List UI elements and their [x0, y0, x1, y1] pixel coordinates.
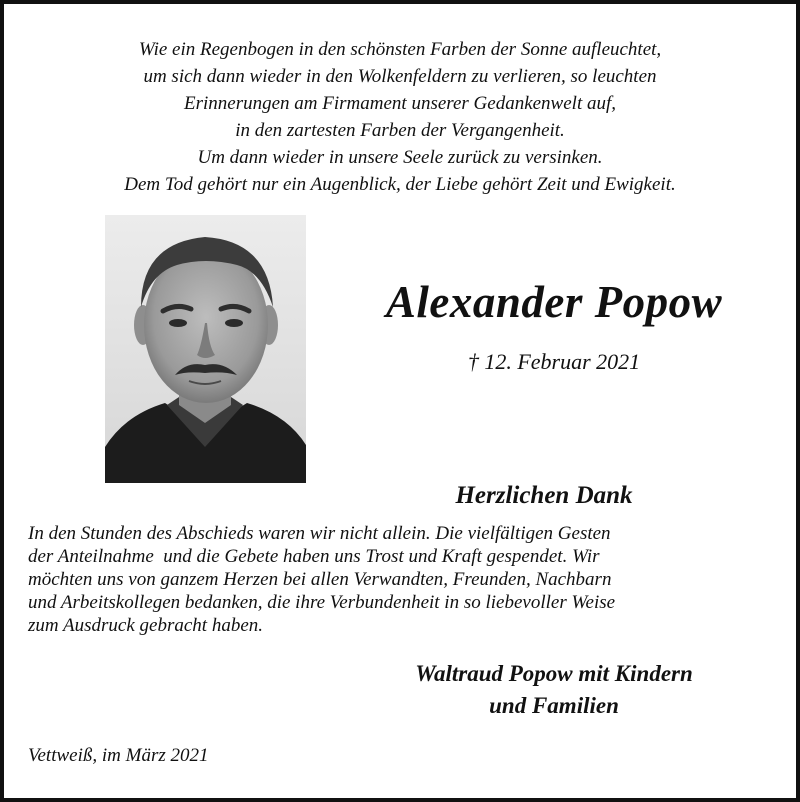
- thanks-body: [28, 522, 788, 637]
- signature-line: Waltraud Popow mit Kindern: [415, 661, 693, 686]
- deceased-photo: [105, 215, 306, 483]
- poem-line: Erinnerungen am Firmament unserer Gedankenwelt auf,: [184, 93, 616, 114]
- deceased-name: Alexander Popow: [385, 277, 723, 327]
- poem-line: Dem Tod gehört nur ein Augenblick, der Liebe gehört Zeit und Ewigkeit.: [124, 174, 676, 195]
- signature: [334, 658, 774, 722]
- thanks-body-line: möchten uns von ganzem Herzen bei allen Verwandten, Freunden, Nachbarn: [28, 569, 612, 590]
- poem-line: um sich dann wieder in den Wolkenfeldern zu verlieren, so leuchten: [143, 66, 657, 87]
- poem-line: Um dann wieder in unsere Seele zurück zu versinken.: [197, 147, 603, 168]
- death-date: † 12. Februar 2021: [467, 349, 641, 374]
- signature-line: und Familien: [489, 693, 619, 718]
- thanks-body-line: In den Stunden des Abschieds waren wir nicht allein. Die vielfältigen Gesten: [28, 523, 611, 544]
- place-and-date: Vettweiß, im März 2021: [28, 745, 209, 766]
- poem: [24, 36, 776, 198]
- poem-line: in den zartesten Farben der Vergangenheit.: [235, 120, 565, 141]
- thanks-body-line: zum Ausdruck gebracht haben.: [28, 615, 264, 636]
- thanks-heading: Herzlichen Dank: [455, 482, 633, 509]
- poem-line: Wie ein Regenbogen in den schönsten Farben der Sonne aufleuchtet,: [138, 39, 662, 60]
- thanks-body-line: der Anteilnahme und die Gebete haben uns Trost und Kraft gespendet. Wir: [28, 546, 600, 567]
- thanks-body-line: und Arbeitskollegen bedanken, die ihre Verbundenheit in so liebevoller Weise: [28, 592, 616, 613]
